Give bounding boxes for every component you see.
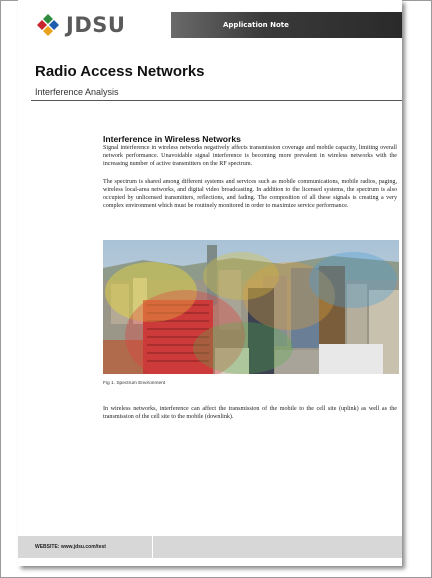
paragraph-spectrum: The spectrum is shared among different systems and services such as mobile communications, mobile radios, paging, wireless local-area networks, and digital video broadcasting. In addition to the licensed systems, the spectrum is also occupied by unlicensed transmitters, reflections, and fading. The composition of all these signals is creating a very complex environment which must be routinely monitored in order to maximize service performance. [103,179,397,210]
figure-caption: Fig 1. Spectrum Environment [103,381,166,386]
city-skyline-photo-icon [103,240,399,374]
section-heading: Interference in Wireless Networks [103,134,241,144]
paragraph-intro: Signal interference in wireless networks negatively affects transmission coverage and mobile capacity, limiting overall network performance. Unavoidable signal interference is becoming more prevalent in wireless networks with the increasing number of active transmitters on the RF spectrum. [103,145,397,168]
paragraph-uplink-downlink: In wireless networks, interference can affect the transmission of the mobile to the cell site (uplink) as well as the transmission of the cell site to the mobile (downlink). [103,406,397,421]
footer-website: WEBSITE: www.jdsu.com/test [35,544,106,550]
title-divider [31,100,402,101]
page-title: Radio Access Networks [35,63,205,80]
brand-name: JDSU [66,13,126,37]
jdsu-diamond-icon [36,13,60,37]
page-subtitle: Interference Analysis [35,87,119,97]
spectrum-environment-photo [103,240,399,374]
brand-logo [36,12,125,38]
document-page [18,0,402,566]
document-type-badge [171,12,402,38]
document-type-label: Application Note [223,21,289,29]
footer-divider [152,536,153,558]
